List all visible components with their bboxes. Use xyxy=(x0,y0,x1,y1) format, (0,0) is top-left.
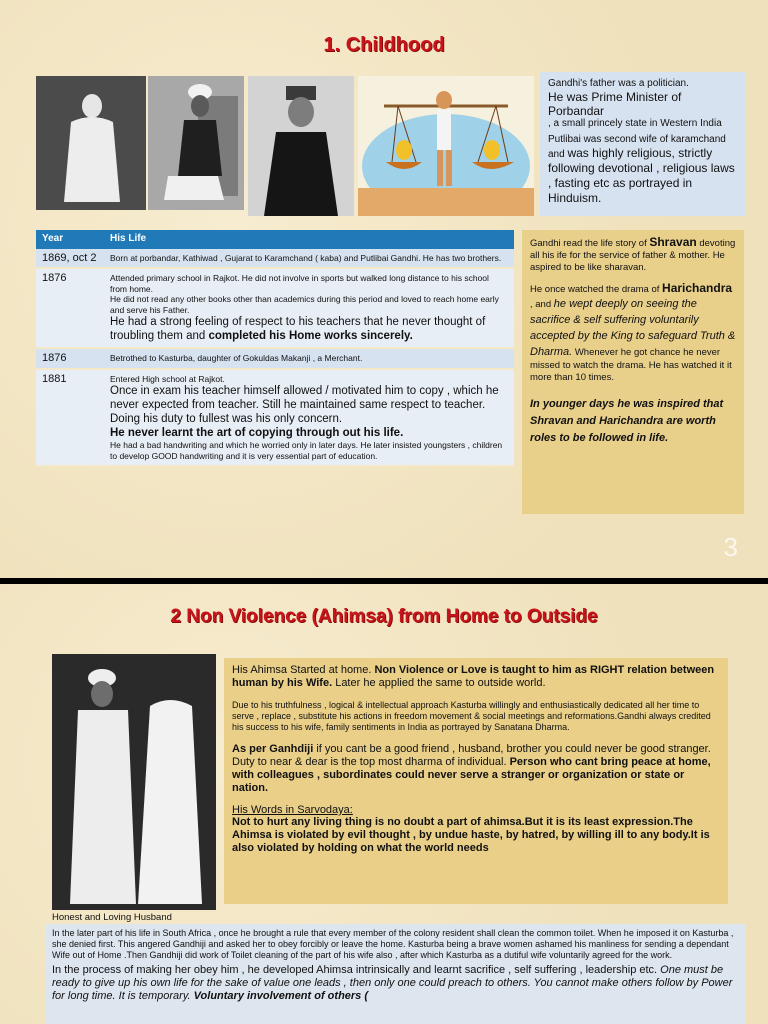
high-school-text: Entered High school at Rajkot. xyxy=(110,373,225,384)
homework-text: completed his Home works sincerely. xyxy=(208,330,413,342)
life-cell xyxy=(104,268,514,348)
voluntary-text: Voluntary involvement of others ( xyxy=(193,990,369,1002)
ahimsa-box xyxy=(224,658,728,904)
friend-text: if you cant be a good friend , husband, brother you could never be good stranger. Duty to near & dear is the top most dharma of individual. xyxy=(232,743,711,768)
watched-text: Whenever he got chance he never missed to watch the drama. He has watched it it more than 10 times. xyxy=(530,347,732,383)
life-cell: Born at porbandar, Kathiwad , Gujarat to Karamchand ( kaba) and Putlibai Gandhi. He has two brothers. xyxy=(104,249,514,269)
and-text: , and xyxy=(530,299,554,310)
devotional-text: , strictly following devotional , religious laws , fasting etc as portrayed in Hinduism. xyxy=(548,146,735,205)
porbandar-text: , a small princely state in Western India xyxy=(548,118,722,129)
father-photo xyxy=(148,76,244,210)
father-politician-text: Gandhi's father was a politician. xyxy=(548,78,689,89)
drama-intro: He once watched the drama of xyxy=(530,284,663,295)
south-africa-box xyxy=(46,924,746,1024)
photo-caption: Honest and Loving Husband xyxy=(52,912,172,923)
life-header: His Life xyxy=(104,230,514,249)
slide-title: 1. Childhood xyxy=(323,34,445,56)
father-info-box xyxy=(540,72,745,216)
harichandra-name: Harichandra xyxy=(662,281,733,295)
life-cell: Betrothed to Kasturba, daughter of Gokuldas Makanji , a Merchant. xyxy=(104,348,514,369)
prime-minister-text: He was Prime Minister of Porbandar xyxy=(548,90,682,118)
life-cell xyxy=(104,369,514,467)
gandhiji-label: As per Ganhdiji xyxy=(232,743,314,755)
shravan-name: Shravan xyxy=(649,235,697,249)
table-row xyxy=(36,249,514,269)
mother-photo xyxy=(36,76,146,210)
slide-title: 2 Non Violence (Ahimsa) from Home to Outside xyxy=(170,606,598,627)
wept-text: he wept deeply on seeing the sacrifice & self suffering voluntarily accepted by the King to safeguard Truth & Dharma. xyxy=(530,298,736,358)
outside-world-text: Later he applied the same to outside world. xyxy=(332,677,546,689)
peace-text: Person who cant bring peace at home, with colleagues , subordinates could never serve a stranger or organization or state or nation. xyxy=(232,756,711,794)
young-gandhi-photo xyxy=(248,76,354,216)
handwriting-text: He had a bad handwriting and which he worried only in later days. He later insisted youngsters , children to develop GOOD handwriting and it is very essential part of education. xyxy=(110,440,503,461)
copy-text: Once in exam his teacher himself allowed / motivated him to copy , which he never expected from teacher. Still he maintained same respect to teacher. Doing his duty to fullest was his only concern. xyxy=(110,385,499,425)
slide-ahimsa xyxy=(0,584,768,1024)
sacrifice-text: One must be ready to give up his own life for the sake of value one leads , then only one could preach to others. You cannot make others follow by Power for long time. It is temporary. xyxy=(52,964,733,1002)
kasturba-text: Due to his truthfulness , logical & intellectual approach Kasturba willingly and enthusiastically dedicated all her time to serve , replace , substitute his actions in freedom movement & social meetings and reformations.Gandhi always credited his success to his wife, family sentiments in India as portrayed by Sanatana Dharma. xyxy=(232,700,711,732)
wife-lesson-text: Non Violence or Love is taught to him as RIGHT relation between human by his Wife. xyxy=(232,664,715,689)
shravan-box xyxy=(522,230,744,514)
never-copy-text: He never learnt the art of copying through out his life. xyxy=(110,427,404,439)
primary-school-text: Attended primary school in Rajkot. He did not involve in sports but walked long distance to his school from home. xyxy=(110,273,489,294)
respect-text: He had a strong feeling of respect to his teachers that he never thought of troubling them and xyxy=(110,316,486,342)
sarvodaya-label: His Words in Sarvodaya: xyxy=(232,804,353,816)
year-cell: 1876 xyxy=(36,348,104,369)
shravan-desc: devoting all his ife for the service of father & mother. He aspired to be like sharavan. xyxy=(530,238,736,273)
sarvodaya-text: Not to hurt any living thing is no doubt a part of ahimsa.But it is its least expression.The Ahimsa is violated by evil thought , by undue haste, by hatred, by willing ill to any body.It is also violated by holding on what the world needs xyxy=(232,816,710,854)
table-row xyxy=(36,348,514,369)
shravan-illustration xyxy=(358,76,534,216)
year-header: Year xyxy=(36,230,104,249)
table-row xyxy=(36,369,514,467)
couple-photo xyxy=(52,654,216,910)
year-cell: 1876 xyxy=(36,268,104,348)
page-number: 3 xyxy=(723,532,738,562)
ahimsa-start-text: His Ahimsa Started at home. xyxy=(232,664,375,676)
table-row xyxy=(36,268,514,348)
toilet-story-text: In the later part of his life in South Africa , once he brought a rule that every member of the colony resident shall clean the common toilet. When he imposed it on Kasturba , she denied first. This angered Gandhiji and asked her to obey forcibly or leave the home. Kasturba being a brave women ashamed his manliness for sending a dependant Wife out of Home .Then Gandhiji did work of Toilet cleaning of the part of his wife also , after which Kasturba as a dutiful wife voluntarily agreed for the work. xyxy=(52,928,734,960)
inspiration-text: In younger days he was inspired that Shravan and Harichandra are worth roles to be followed in life. xyxy=(530,398,724,444)
reading-text: He did not read any other books other than academics during this period and loved to reach home early and serve his Father. xyxy=(110,294,499,315)
religious-text: was highly religious xyxy=(567,146,672,160)
year-cell: 1869, oct 2 xyxy=(36,249,104,269)
life-timeline-table xyxy=(36,230,514,467)
putlibai-text: Putlibai was second wife of karamchand and xyxy=(548,134,726,160)
year-cell: 1881 xyxy=(36,369,104,467)
shravan-intro: Gandhi read the life story of xyxy=(530,238,650,249)
process-text: In the process of making her obey him , he developed Ahimsa intrinsically and learnt sacrifice , self suffering , leadership etc. xyxy=(52,964,661,976)
